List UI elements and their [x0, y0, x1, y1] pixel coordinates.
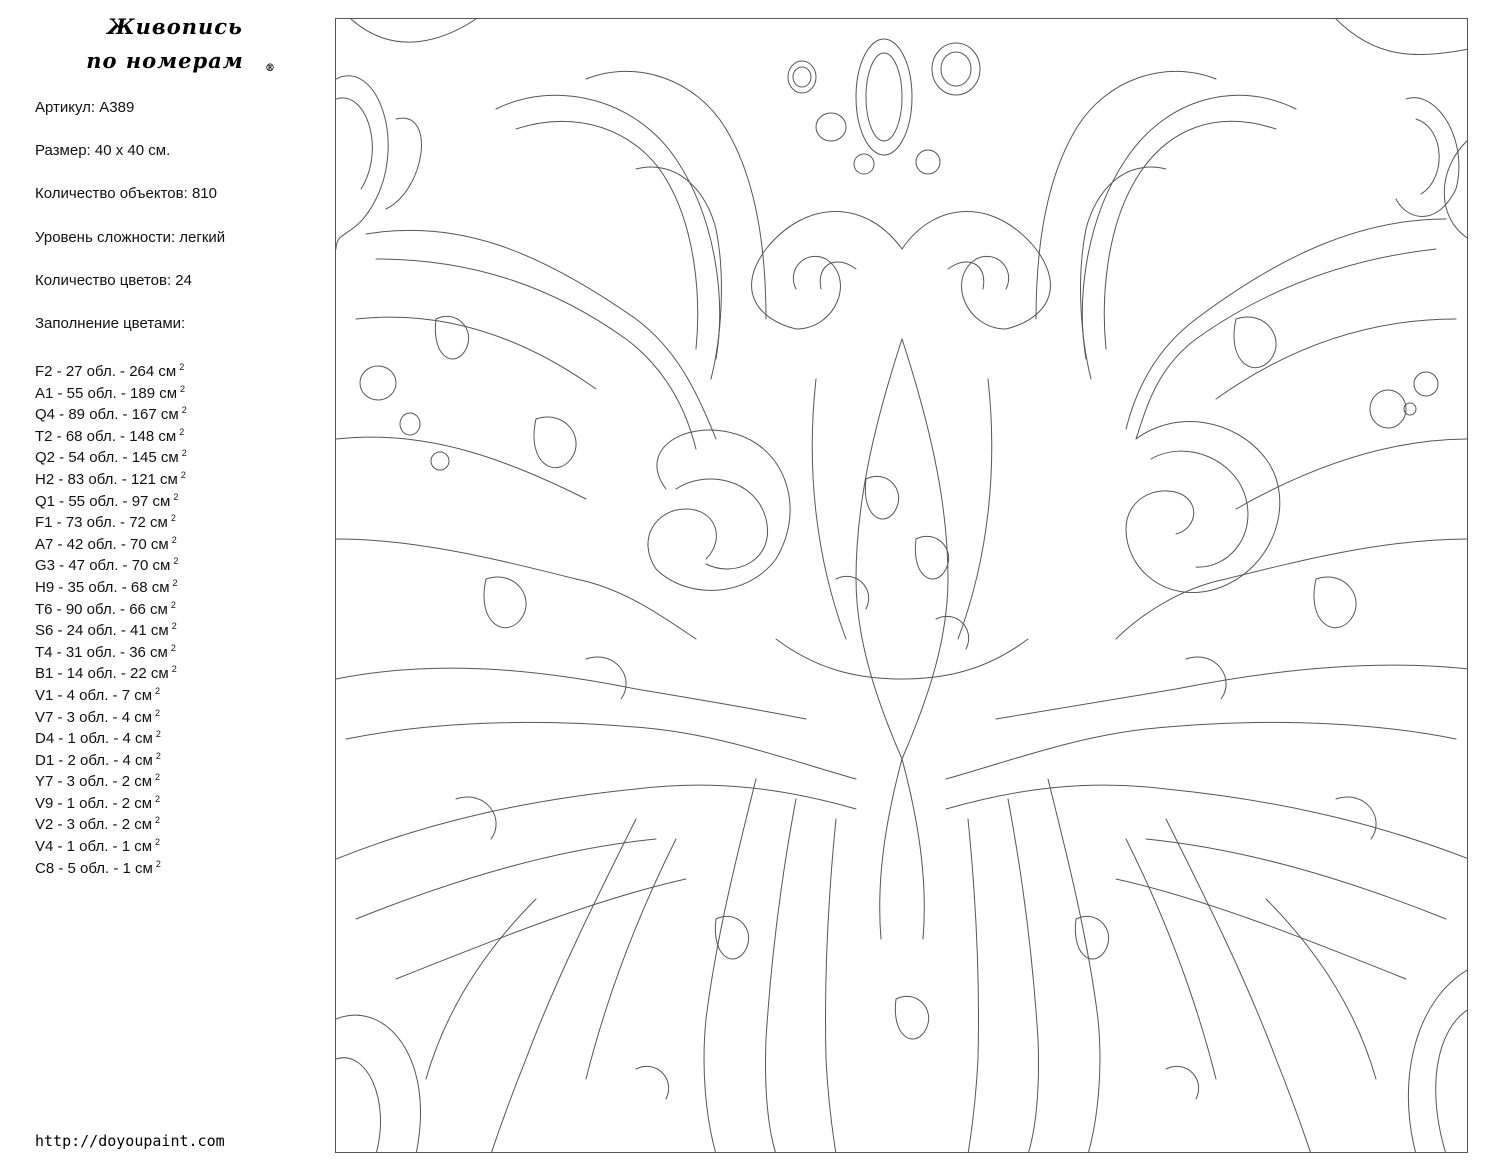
- color-fill-item: [35, 681, 315, 703]
- color-fill-text: D4 - 1 обл. - 4 см: [35, 730, 153, 748]
- color-fill-item: [35, 595, 315, 617]
- area-unit-exponent: 2: [170, 513, 176, 524]
- color-fill-item: [35, 832, 315, 854]
- objects-count: Количество объектов: 810: [35, 185, 217, 203]
- color-fill-text: V9 - 1 обл. - 2 см: [35, 794, 153, 812]
- area-unit-exponent: 2: [171, 664, 177, 675]
- area-unit-exponent: 2: [170, 642, 176, 653]
- color-fill-text: H9 - 35 обл. - 68 см: [35, 578, 170, 596]
- area-unit-exponent: 2: [155, 750, 161, 761]
- color-fill-text: Q4 - 89 обл. - 167 см: [35, 406, 179, 424]
- color-fill-item: [35, 789, 315, 811]
- area-unit-exponent: 2: [155, 858, 161, 869]
- area-unit-exponent: 2: [173, 556, 179, 567]
- area-unit-exponent: 2: [170, 599, 176, 610]
- color-fill-item: [35, 530, 315, 552]
- color-fill-text: T4 - 31 обл. - 36 см: [35, 643, 168, 661]
- color-fill-item: [35, 443, 315, 465]
- colors-count: Количество цветов: 24: [35, 271, 192, 289]
- color-fill-text: V4 - 1 обл. - 1 см: [35, 838, 153, 856]
- color-fill-text: Q1 - 55 обл. - 97 см: [35, 492, 171, 510]
- color-fill-item: [35, 573, 315, 595]
- brand-logo: [60, 10, 290, 78]
- color-fill-item: [35, 724, 315, 746]
- color-fill-item: [35, 659, 315, 681]
- area-unit-exponent: 2: [155, 793, 161, 804]
- color-fill-text: D1 - 2 обл. - 4 см: [35, 751, 153, 769]
- registered-mark: ®: [265, 63, 276, 74]
- color-fill-item: [35, 379, 315, 401]
- difficulty-level: Уровень сложности: легкий: [35, 228, 226, 246]
- color-fill-text: T6 - 90 обл. - 66 см: [35, 600, 168, 618]
- area-unit-exponent: 2: [155, 837, 161, 848]
- color-fill-text: C8 - 5 обл. - 1 см: [35, 859, 153, 877]
- area-unit-exponent: 2: [172, 577, 178, 588]
- brand-title-line2: по номерам: [86, 48, 244, 73]
- area-unit-exponent: 2: [155, 685, 161, 696]
- area-unit-exponent: 2: [180, 383, 186, 394]
- brand-title-line1: Живопись: [107, 14, 243, 39]
- color-fill-item: [35, 810, 315, 832]
- color-fill-text: V2 - 3 обл. - 2 см: [35, 816, 153, 834]
- color-fill-item: [35, 551, 315, 573]
- area-unit-exponent: 2: [171, 534, 177, 545]
- fill-heading: Заполнение цветами:: [35, 314, 186, 332]
- color-fill-item: [35, 767, 315, 789]
- area-unit-exponent: 2: [171, 621, 177, 632]
- color-fill-text: T2 - 68 обл. - 148 см: [35, 427, 177, 445]
- color-fill-text: Y7 - 3 обл. - 2 см: [35, 773, 153, 791]
- color-fill-text: A7 - 42 обл. - 70 см: [35, 535, 169, 553]
- coloring-canvas: [335, 18, 1468, 1153]
- area-unit-exponent: 2: [155, 815, 161, 826]
- color-fill-item: [35, 616, 315, 638]
- color-fill-item: [35, 638, 315, 660]
- area-unit-exponent: 2: [173, 491, 179, 502]
- color-fill-item: [35, 746, 315, 768]
- color-fill-list: [35, 357, 315, 875]
- color-fill-text: B1 - 14 обл. - 22 см: [35, 665, 169, 683]
- color-fill-text: A1 - 55 обл. - 189 см: [35, 384, 178, 402]
- area-unit-exponent: 2: [155, 772, 161, 783]
- color-fill-text: H2 - 83 обл. - 121 см: [35, 470, 178, 488]
- color-fill-text: G3 - 47 обл. - 70 см: [35, 557, 171, 575]
- website-link[interactable]: http://doyoupaint.com: [35, 1132, 225, 1150]
- color-fill-text: S6 - 24 обл. - 41 см: [35, 622, 169, 640]
- line-art-outline: [336, 19, 1468, 1153]
- color-fill-item: [35, 357, 315, 379]
- color-fill-text: V1 - 4 обл. - 7 см: [35, 686, 153, 704]
- product-specs: [35, 97, 315, 335]
- color-fill-item: [35, 703, 315, 725]
- color-fill-item: [35, 400, 315, 422]
- area-unit-exponent: 2: [155, 707, 161, 718]
- area-unit-exponent: 2: [180, 469, 186, 480]
- area-unit-exponent: 2: [179, 426, 185, 437]
- area-unit-exponent: 2: [181, 448, 187, 459]
- color-fill-item: [35, 854, 315, 876]
- article-number: Артикул: А389: [35, 99, 135, 116]
- color-fill-text: F1 - 73 обл. - 72 см: [35, 514, 168, 532]
- color-fill-text: Q2 - 54 обл. - 145 см: [35, 449, 179, 467]
- color-fill-item: [35, 508, 315, 530]
- color-fill-text: V7 - 3 обл. - 4 см: [35, 708, 153, 726]
- color-fill-item: [35, 422, 315, 444]
- area-unit-exponent: 2: [181, 405, 187, 416]
- color-fill-item: [35, 465, 315, 487]
- canvas-size: Размер: 40 х 40 см.: [35, 142, 171, 160]
- area-unit-exponent: 2: [179, 362, 185, 372]
- color-fill-item: [35, 487, 315, 509]
- color-fill-text: F2 - 27 обл. - 264 см: [35, 363, 177, 380]
- area-unit-exponent: 2: [155, 729, 161, 740]
